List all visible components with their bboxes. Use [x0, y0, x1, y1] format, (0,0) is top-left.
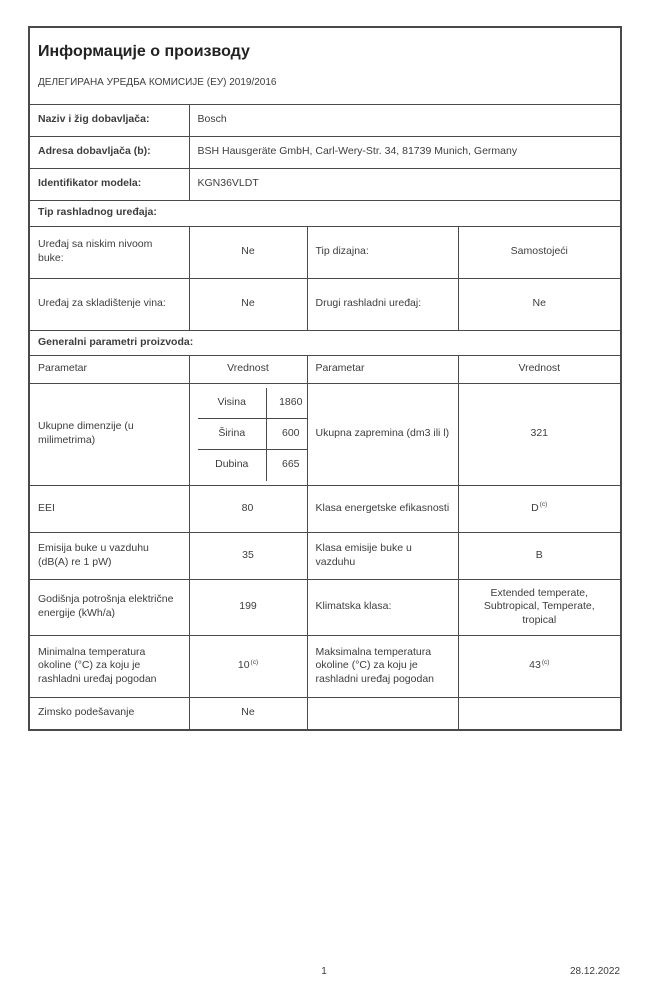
table-row-supplier-name: [29, 104, 621, 136]
table-row-energy: [29, 579, 621, 635]
param-label: Godišnja potrošnja električne energije (kWh/a): [29, 579, 189, 635]
param-value: 35: [189, 532, 307, 579]
column-header: Vrednost: [189, 355, 307, 383]
param-label: Klimatska klasa:: [307, 579, 458, 635]
table-row-model-identifier: [29, 168, 621, 200]
dimension-value: 665: [267, 450, 308, 481]
param-value: Ne: [189, 697, 307, 730]
param-label: Uređaj sa niskim nivoom buke:: [29, 226, 189, 278]
model-identifier-label: Identifikator modela:: [29, 168, 189, 200]
param-value: Ne: [458, 278, 621, 330]
dimension-value: 600: [267, 419, 308, 450]
param-label: Minimalna temperatura okoline (°C) za koju je rashladni uređaj pogodan: [29, 635, 189, 697]
footnote-superscript: (c): [541, 658, 550, 666]
dimension-row-depth: [198, 450, 308, 481]
param-value: [458, 485, 621, 532]
page-title: Информације о производу: [38, 43, 250, 61]
param-value: [458, 697, 621, 730]
column-header: Parametar: [29, 355, 189, 383]
dimensions-subtable: [198, 388, 308, 481]
param-value: Samostojeći: [458, 226, 621, 278]
param-label: [307, 697, 458, 730]
param-label: Tip dizajna:: [307, 226, 458, 278]
dimension-name: Širina: [198, 419, 267, 450]
param-label: Ukupne dimenzije (u milimetrima): [29, 383, 189, 485]
param-value: Ne: [189, 226, 307, 278]
supplier-address-value: BSH Hausgeräte GmbH, Carl-Wery-Str. 34, 81739 Munich, Germany: [189, 136, 621, 168]
supplier-name-value: Bosch: [189, 104, 621, 136]
supplier-name-label: Naziv i žig dobavljača:: [29, 104, 189, 136]
column-header: Parametar: [307, 355, 458, 383]
value-text: 10: [237, 659, 250, 672]
value-text: 43: [529, 659, 541, 672]
table-row-winter-setting: [29, 697, 621, 730]
table-row-dimensions: [29, 383, 621, 485]
table-row-column-headers: [29, 355, 621, 383]
param-label: Maksimalna temperatura okoline (°C) za koju je rashladni uređaj pogodan: [307, 635, 458, 697]
table-row-wine-storage: [29, 278, 621, 330]
dimensions-subtable-cell: [189, 383, 307, 485]
param-value: Ne: [189, 278, 307, 330]
param-label: EEI: [29, 485, 189, 532]
type-section-heading: Tip rashladnog uređaja:: [29, 200, 621, 226]
param-value: 321: [458, 383, 621, 485]
value-text: D: [531, 501, 539, 514]
param-label: Zimsko podešavanje: [29, 697, 189, 730]
page-number: 1: [321, 966, 327, 977]
column-header: Vrednost: [458, 355, 621, 383]
param-value: [189, 485, 307, 532]
title-cell: [29, 27, 621, 104]
dimension-name: Dubina: [198, 450, 267, 481]
dimension-row-width: [198, 419, 308, 450]
table-row-eei: [29, 485, 621, 532]
footnote-superscript: (c): [250, 658, 259, 666]
table-row-title: [29, 27, 621, 104]
table-row-general-heading: [29, 330, 621, 355]
table-row-type-heading: [29, 200, 621, 226]
dimension-value: 1860: [267, 388, 308, 419]
param-label: Ukupna zapremina (dm3 ili l): [307, 383, 458, 485]
param-label: Emisija buke u vazduhu (dB(A) re 1 pW): [29, 532, 189, 579]
table-row-temperature: [29, 635, 621, 697]
param-value: [458, 635, 621, 697]
footer-date: 28.12.2022: [569, 966, 620, 977]
param-label: Uređaj za skladištenje vina:: [29, 278, 189, 330]
product-fiche-table: [28, 26, 622, 731]
general-section-heading: Generalni parametri proizvoda:: [29, 330, 621, 355]
table-row-noise: [29, 532, 621, 579]
param-value: 199: [189, 579, 307, 635]
value-text: 80: [241, 501, 254, 514]
model-identifier-value: KGN36VLDT: [189, 168, 621, 200]
dimension-name: Visina: [198, 388, 267, 419]
param-label: Drugi rashladni uređaj:: [307, 278, 458, 330]
footnote-superscript: (c): [539, 501, 548, 509]
table-row-low-noise: [29, 226, 621, 278]
param-value: [189, 635, 307, 697]
table-row-supplier-address: [29, 136, 621, 168]
param-label: Klasa emisije buke u vazduhu: [307, 532, 458, 579]
dimension-row-height: [198, 388, 308, 419]
param-value: B: [458, 532, 621, 579]
param-value: Extended temperate, Subtropical, Temperate, tropical: [458, 579, 621, 635]
param-label: Klasa energetske efikasnosti: [307, 485, 458, 532]
supplier-address-label: Adresa dobavljača (b):: [29, 136, 189, 168]
regulation-subtitle: ДЕЛЕГИРАНА УРЕДБА КОМИСИЈЕ (ЕУ) 2019/2016: [38, 77, 277, 89]
